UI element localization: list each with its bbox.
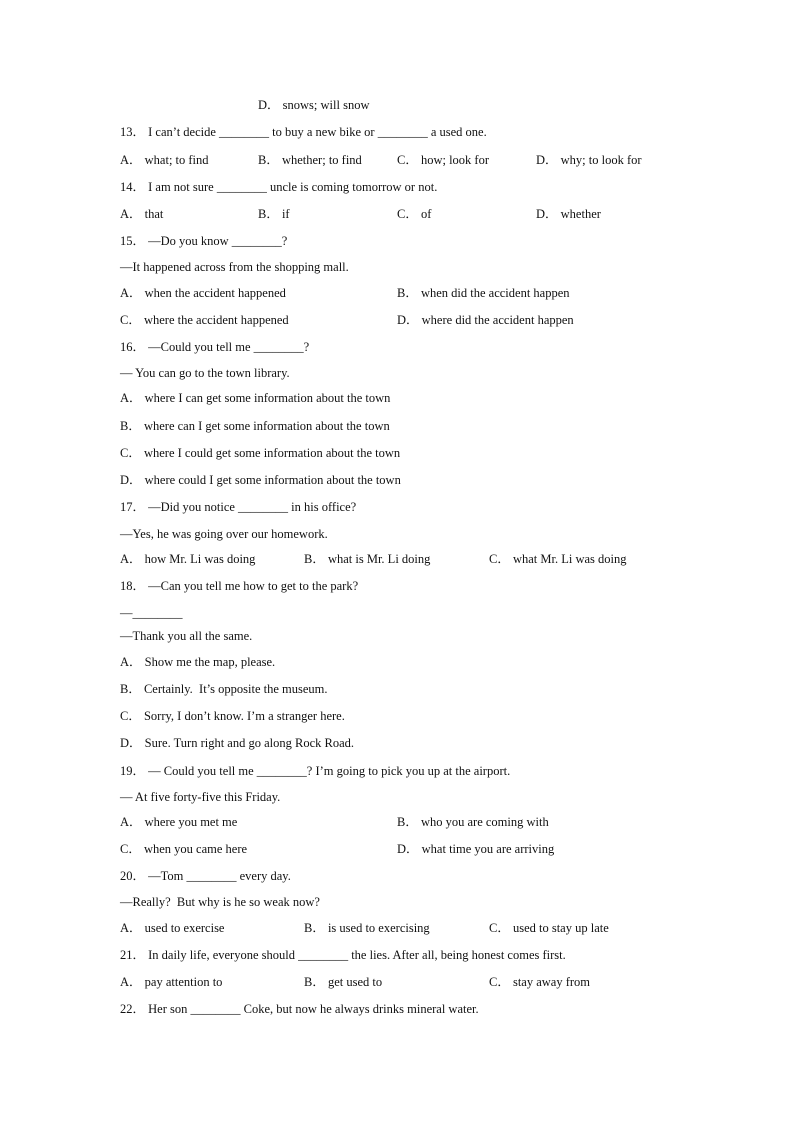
question-17: 17． —Did you notice ________ in his office? [120,500,357,514]
question-20: 20． —Tom ________ every day. [120,869,291,883]
option: B． where can I get some information about the town [120,419,390,433]
option: D． Sure. Turn right and go along Rock Road. [120,736,355,750]
option: C． used to stay up late [489,921,609,935]
option: C． where the accident happened [120,313,289,327]
option: C． where I could get some information about the town [120,446,401,460]
option: A． used to exercise [120,921,225,935]
option: B． Certainly. It’s opposite the museum. [120,682,328,696]
question-15: 15． —Do you know ________? [120,234,288,248]
option: A． where I can get some information about the town [120,391,391,405]
option: B． what is Mr. Li doing [304,552,431,566]
question-22: 22． Her son ________ Coke, but now he always drinks mineral water. [120,1002,479,1016]
option: B． who you are coming with [397,815,549,829]
line: D． snows; will snow [258,98,370,112]
option: B． whether; to find [258,153,362,167]
question-13: 13． I can’t decide ________ to buy a new bike or ________ a used one. [120,125,487,139]
response: —Yes, he was going over our homework. [120,527,328,541]
option: B． when did the accident happen [397,286,570,300]
option: A． how Mr. Li was doing [120,552,256,566]
option: C． when you came here [120,842,248,856]
question-18: 18． —Can you tell me how to get to the park? [120,579,359,593]
option: D． where could I get some information about the town [120,473,401,487]
option: D． where did the accident happen [397,313,574,327]
option: A． that [120,207,164,221]
option: C． of [397,207,432,221]
option: A． pay attention to [120,975,223,989]
option: C． what Mr. Li was doing [489,552,627,566]
question-16: 16． —Could you tell me ________? [120,340,310,354]
option: C． how; look for [397,153,490,167]
response: —It happened across from the shopping mall. [120,260,349,274]
response: —________ [120,606,183,620]
option: D． whether [536,207,601,221]
option: A． Show me the map, please. [120,655,276,669]
option: C． stay away from [489,975,591,989]
option: B． get used to [304,975,383,989]
question-19: 19． — Could you tell me ________? I’m going to pick you up at the airport. [120,764,511,778]
response: — At five forty-five this Friday. [120,790,281,804]
option: A． what; to find [120,153,209,167]
option: A． where you met me [120,815,238,829]
option: B． is used to exercising [304,921,430,935]
response: —Really? But why is he so weak now? [120,895,320,909]
option: C． Sorry, I don’t know. I’m a stranger here. [120,709,345,723]
question-14: 14． I am not sure ________ uncle is coming tomorrow or not. [120,180,438,194]
option: D． why; to look for [536,153,642,167]
question-21: 21． In daily life, everyone should ________ the lies. After all, being honest comes first. [120,948,566,962]
option: D． what time you are arriving [397,842,555,856]
response: —Thank you all the same. [120,629,253,643]
option: A． when the accident happened [120,286,286,300]
option: B． if [258,207,290,221]
response: — You can go to the town library. [120,366,290,380]
